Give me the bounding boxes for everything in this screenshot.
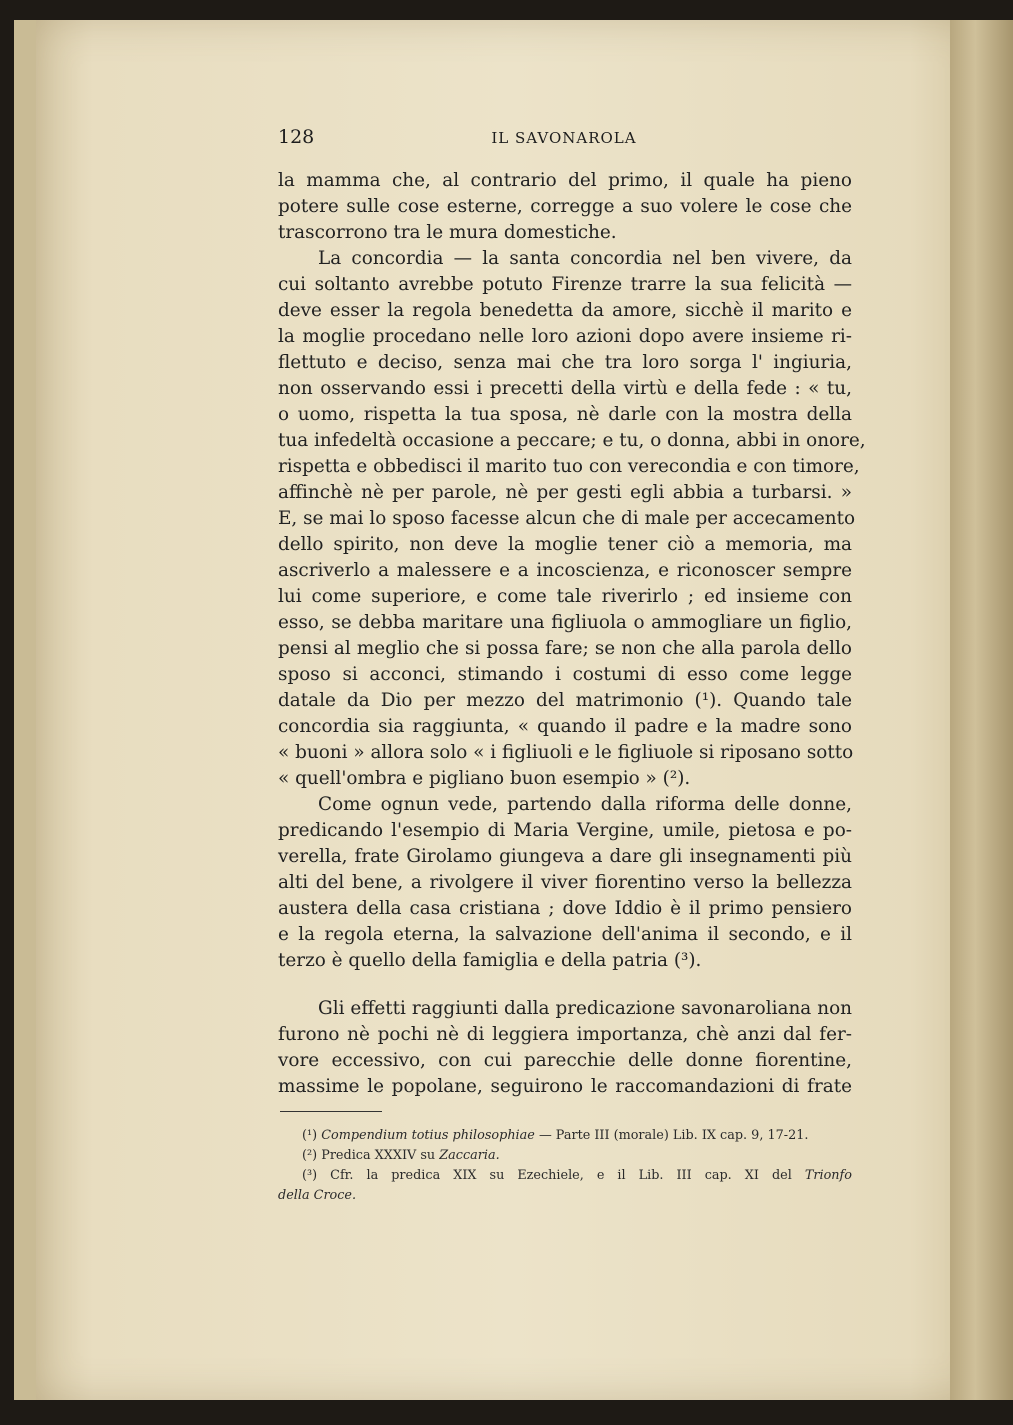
footnote-title: Zaccaria. <box>439 1148 500 1163</box>
text-line: potere sulle cose esterne, corregge a suo volere le cose che <box>278 196 852 217</box>
text-line: La concordia — la santa concordia nel ben vivere, da <box>318 248 852 269</box>
footnote-title: Compendium totius philosophiae <box>321 1128 535 1143</box>
text-line: Come ognun vede, partendo dalla riforma delle donne, <box>318 794 852 815</box>
text-line: esso, se debba maritare una figliuola o ammogliare un figlio, <box>278 612 852 633</box>
text-line: verella, frate Girolamo giungeva a dare gli insegnamenti più <box>278 846 852 867</box>
text-line: furono nè pochi nè di leggiera importanza, chè anzi dal fer- <box>278 1024 852 1045</box>
text-line: sposo si acconci, stimando i costumi di esso come legge <box>278 664 852 685</box>
footnotes <box>278 1126 852 1206</box>
text-line: dello spirito, non deve la moglie tener ciò a memoria, ma <box>278 534 852 555</box>
text-line: « buoni » allora solo « i figliuoli e le figliuole si riposano sotto <box>278 742 854 763</box>
page-edge <box>950 20 1013 1400</box>
text-line: concordia sia raggiunta, « quando il padre e la madre sono <box>278 716 852 737</box>
page-number: 128 <box>278 126 315 148</box>
page-header <box>278 126 850 150</box>
text-line: Gli effetti raggiunti dalla predicazione savonaroliana non <box>318 998 852 1019</box>
text-line: predicando l'esempio di Maria Vergine, umile, pietosa e po- <box>278 820 852 841</box>
text-line: datale da Dio per mezzo del matrimonio (¹). Quando tale <box>278 690 852 711</box>
text-line: ascriverlo a malessere e a incoscienza, e riconoscer sempre <box>278 560 852 581</box>
running-title: IL SAVONAROLA <box>491 129 637 147</box>
text-line: la moglie procedano nelle loro azioni dopo avere insieme ri- <box>278 326 852 347</box>
footnote-title: della Croce. <box>278 1188 357 1203</box>
footnote-3-continued <box>278 1186 852 1206</box>
text-line: tua infedeltà occasione a peccare; e tu, o donna, abbi in onore, <box>278 430 866 451</box>
text-line: flettuto e deciso, senza mai che tra loro sorga l' ingiuria, <box>278 352 852 373</box>
body-text <box>278 168 866 974</box>
body-text-section-2 <box>278 996 852 1100</box>
text-line: E, se mai lo sposo facesse alcun che di male per accecamento <box>278 508 856 529</box>
footnote-rule <box>280 1111 382 1112</box>
text-line: vore eccessivo, con cui parecchie delle donne fiorentine, <box>278 1050 852 1071</box>
text-line: la mamma che, al contrario del primo, il quale ha pieno <box>278 170 852 191</box>
text-line: non osservando essi i precetti della virtù e della fede : « tu, <box>278 378 852 399</box>
text-line: deve esser la regola benedetta da amore, sicchè il marito e <box>278 300 852 321</box>
footnote-mark: (¹) <box>302 1128 318 1143</box>
footnote-3 <box>278 1166 852 1186</box>
text-line: pensi al meglio che si possa fare; se non che alla parola dello <box>278 638 852 659</box>
footnote-1 <box>278 1126 852 1146</box>
text-line: cui soltanto avrebbe potuto Firenze trarre la sua felicità — <box>278 274 852 295</box>
text-line: affinchè nè per parole, nè per gesti egli abbia a turbarsi. » <box>278 482 852 503</box>
footnote-text: Predica XXXIV su <box>321 1148 436 1163</box>
footnote-title: Trionfo <box>804 1168 852 1183</box>
text-line: lui come superiore, e come tale riverirlo ; ed insieme con <box>278 586 852 607</box>
footnote-text: Cfr. la predica XIX su Ezechiele, e il Lib. III cap. XI del <box>330 1168 792 1183</box>
text-line: o uomo, rispetta la tua sposa, nè darle con la mostra della <box>278 404 852 425</box>
text-line: « quell'ombra e pigliano buon esempio » (²). <box>278 768 691 789</box>
footnote-mark: (³) <box>302 1168 318 1183</box>
text-line: alti del bene, a rivolgere il viver fiorentino verso la bellezza <box>278 872 852 893</box>
text-line: terzo è quello della famiglia e della patria (³). <box>278 950 702 971</box>
text-line: trascorrono tra le mura domestiche. <box>278 222 617 243</box>
footnote-2 <box>278 1146 852 1166</box>
text-line: massime le popolane, seguirono le raccomandazioni di frate <box>278 1076 852 1097</box>
footnote-mark: (²) <box>302 1148 318 1163</box>
text-line: austera della casa cristiana ; dove Iddio è il primo pensiero <box>278 898 852 919</box>
text-line: e la regola eterna, la salvazione dell'anima il secondo, e il <box>278 924 852 945</box>
footnote-text: — Parte III (morale) Lib. IX cap. 9, 17-21. <box>538 1128 809 1143</box>
text-line: rispetta e obbedisci il marito tuo con verecondia e con timore, <box>278 456 860 477</box>
